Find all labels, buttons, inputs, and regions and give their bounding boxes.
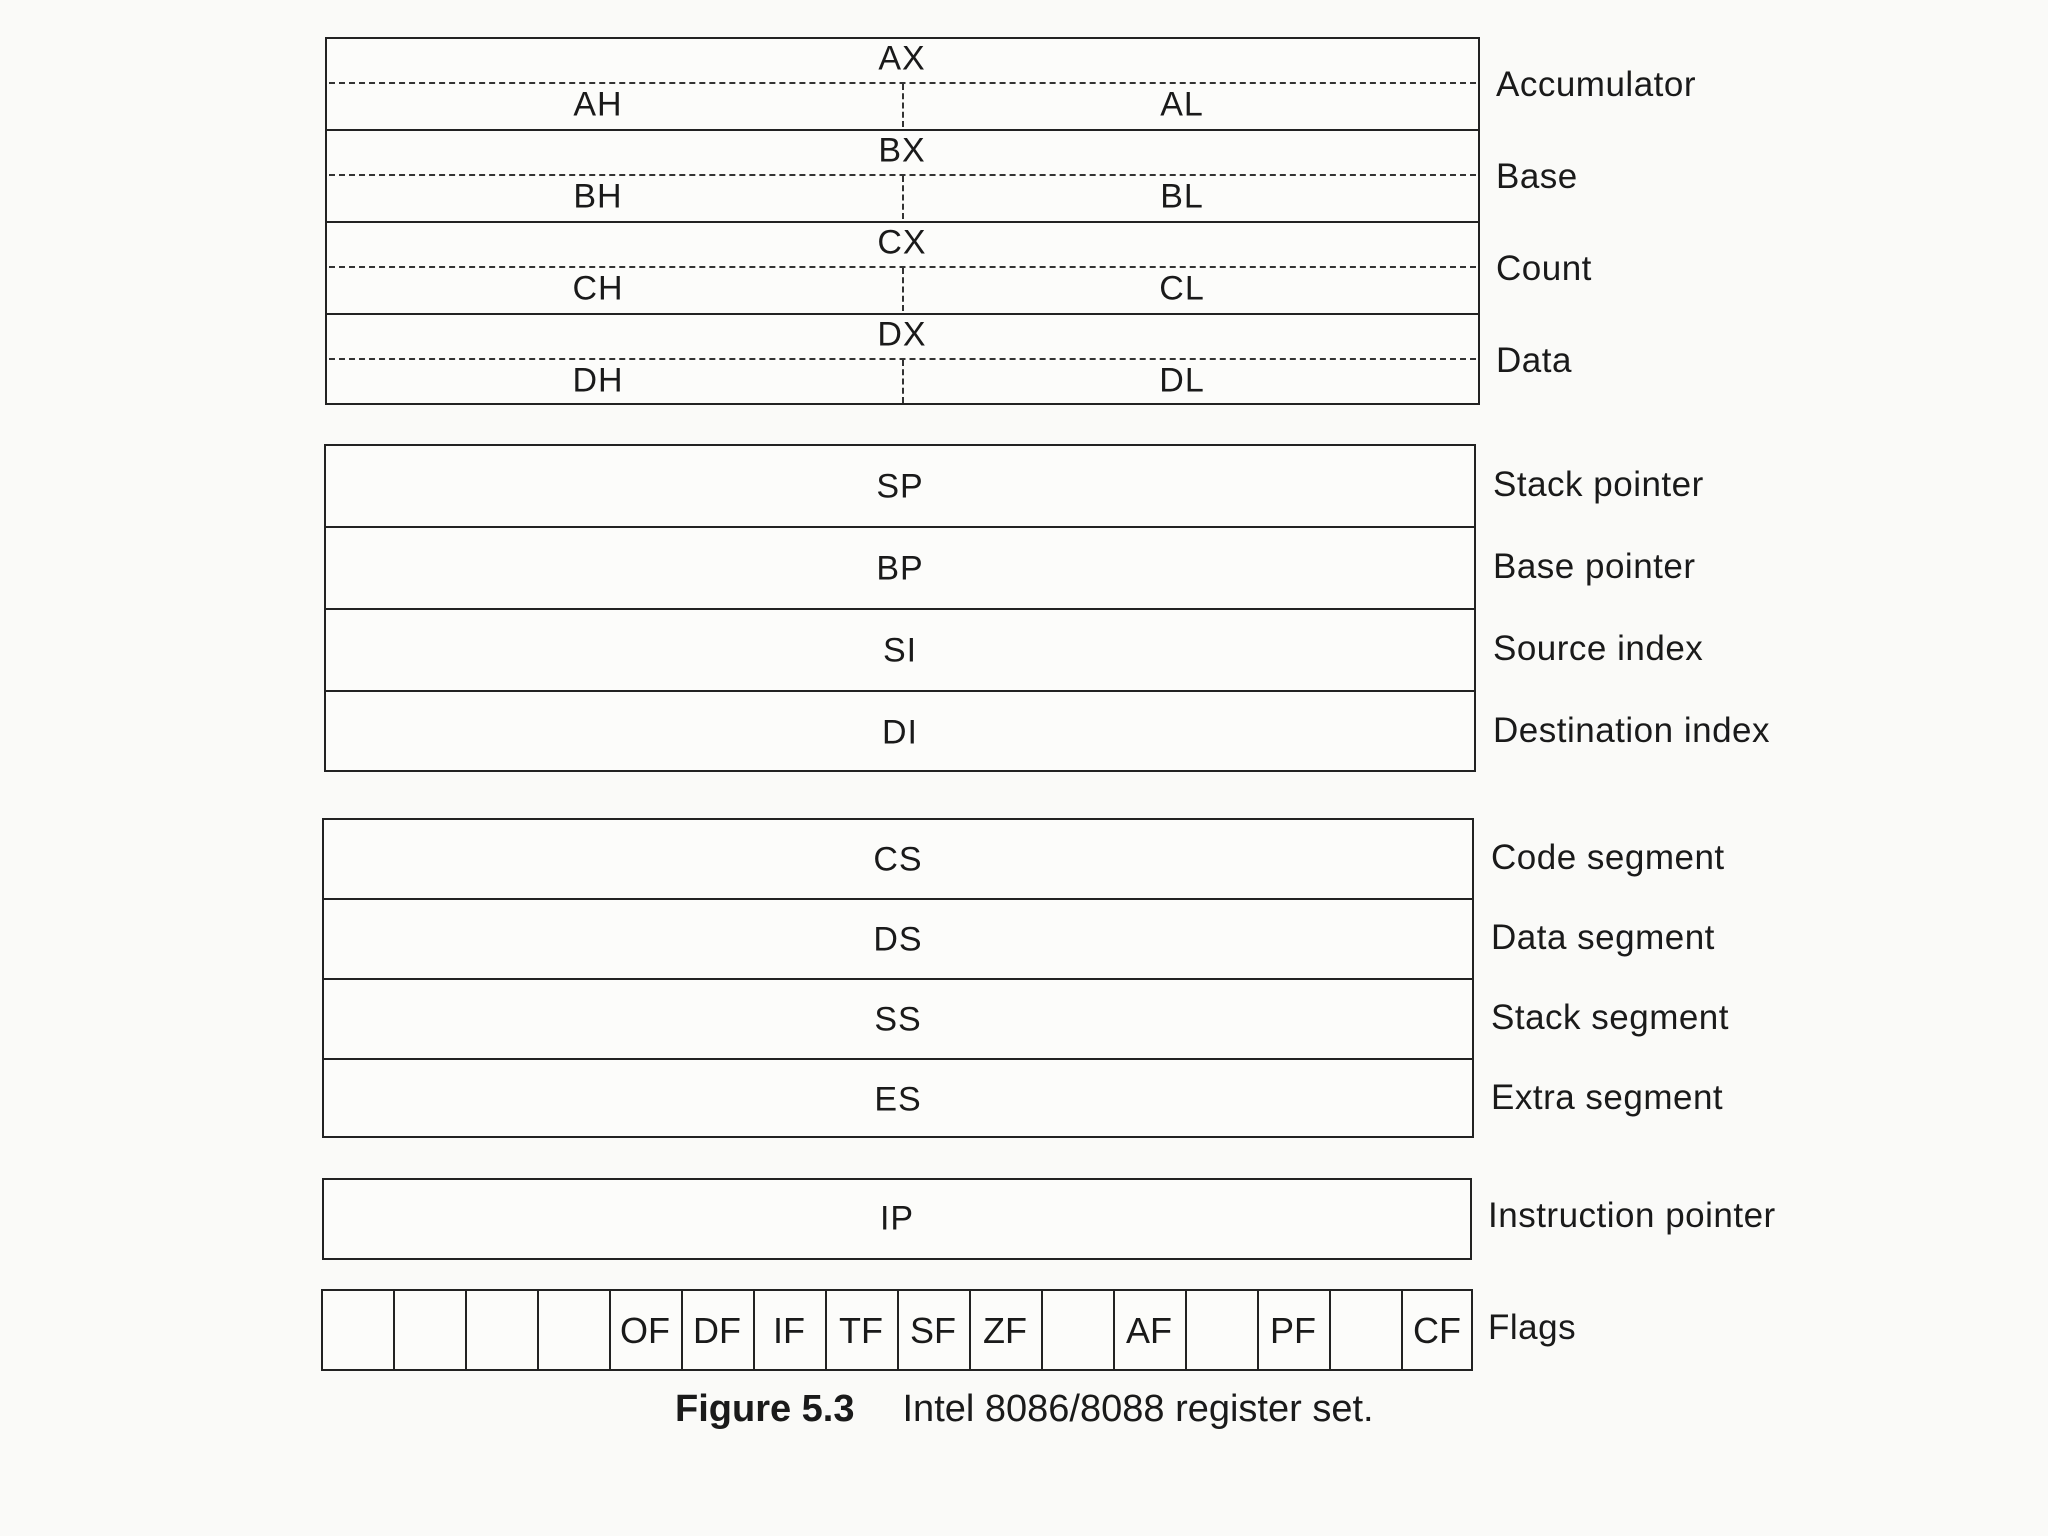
flag-zf-label: ZF: [983, 1310, 1027, 1351]
byte-divider-dashed: [902, 176, 904, 219]
dx-register-label: DX: [877, 315, 927, 354]
dx-high-byte-label: DH: [572, 361, 624, 400]
cs-register-description: Code segment: [1491, 838, 1725, 877]
di-register-description: Destination index: [1493, 711, 1770, 750]
flag-bit-divider: [1401, 1289, 1403, 1371]
byte-divider-dashed: [902, 84, 904, 127]
flag-af-label: AF: [1125, 1310, 1173, 1351]
flag-bit-divider: [465, 1289, 467, 1371]
flag-bit-divider: [1185, 1289, 1187, 1371]
flag-bit-divider: [537, 1289, 539, 1371]
flag-of-label: OF: [620, 1310, 670, 1351]
register-divider: [324, 608, 1476, 610]
register-divider: [322, 978, 1474, 980]
ds-register-description: Data segment: [1491, 918, 1715, 957]
flag-bit-divider: [753, 1289, 755, 1371]
ip-register-description: Instruction pointer: [1488, 1196, 1776, 1235]
ax-register-description: Accumulator: [1496, 65, 1697, 104]
flag-bit-divider: [393, 1289, 395, 1371]
flag-bit-divider: [1257, 1289, 1259, 1371]
flag-bit-divider: [897, 1289, 899, 1371]
cx-register-label: CX: [877, 223, 927, 262]
flag-bit-divider: [825, 1289, 827, 1371]
ss-register-description: Stack segment: [1491, 998, 1729, 1037]
dx-register-description: Data: [1496, 341, 1572, 380]
register-divider: [324, 526, 1476, 528]
flag-bit-divider: [681, 1289, 683, 1371]
di-register-label: DI: [882, 713, 918, 752]
flag-bit-divider: [969, 1289, 971, 1371]
flag-bit-divider: [1329, 1289, 1331, 1371]
flag-sf-label: SF: [909, 1310, 957, 1351]
flag-cf-label: CF: [1413, 1310, 1461, 1351]
bx-register-label: BX: [878, 131, 926, 170]
bx-high-byte-label: BH: [573, 177, 623, 216]
byte-divider-dashed: [902, 360, 904, 403]
figure-number: Figure 5.3: [675, 1388, 855, 1430]
register-divider: [322, 1058, 1474, 1060]
flag-bit-divider: [609, 1289, 611, 1371]
cx-low-byte-label: CL: [1159, 269, 1205, 308]
si-register-description: Source index: [1493, 629, 1704, 668]
sp-register-description: Stack pointer: [1493, 465, 1704, 504]
flag-if-label: IF: [773, 1310, 805, 1351]
ax-low-byte-label: AL: [1160, 85, 1204, 124]
register-divider: [322, 898, 1474, 900]
flag-tf-label: TF: [839, 1310, 883, 1351]
ax-high-byte-label: AH: [573, 85, 623, 124]
cx-high-byte-label: CH: [572, 269, 624, 308]
dx-low-byte-label: DL: [1159, 361, 1205, 400]
ax-register-label: AX: [878, 39, 926, 78]
bx-low-byte-label: BL: [1160, 177, 1204, 216]
si-register-label: SI: [882, 631, 918, 670]
flags-register-description: Flags: [1488, 1308, 1577, 1347]
register-divider: [324, 690, 1476, 692]
byte-divider-dashed: [902, 268, 904, 311]
flag-df-label: DF: [693, 1310, 741, 1351]
flag-bit-divider: [1113, 1289, 1115, 1371]
es-register-description: Extra segment: [1491, 1078, 1724, 1117]
ds-register-label: DS: [873, 920, 923, 959]
flag-pf-label: PF: [1269, 1310, 1317, 1351]
flag-bit-divider: [1041, 1289, 1043, 1371]
bx-register-description: Base: [1496, 157, 1578, 196]
cs-register-label: CS: [873, 840, 923, 879]
figure-caption: [675, 1388, 1374, 1431]
sp-register-label: SP: [876, 467, 924, 506]
bp-register-label: BP: [876, 549, 924, 588]
es-register-label: ES: [874, 1080, 922, 1119]
ip-register-label: IP: [879, 1199, 915, 1238]
ss-register-label: SS: [874, 1000, 922, 1039]
cx-register-description: Count: [1496, 249, 1592, 288]
bp-register-description: Base pointer: [1493, 547, 1696, 586]
figure-caption-text: Intel 8086/8088 register set.: [902, 1388, 1374, 1430]
